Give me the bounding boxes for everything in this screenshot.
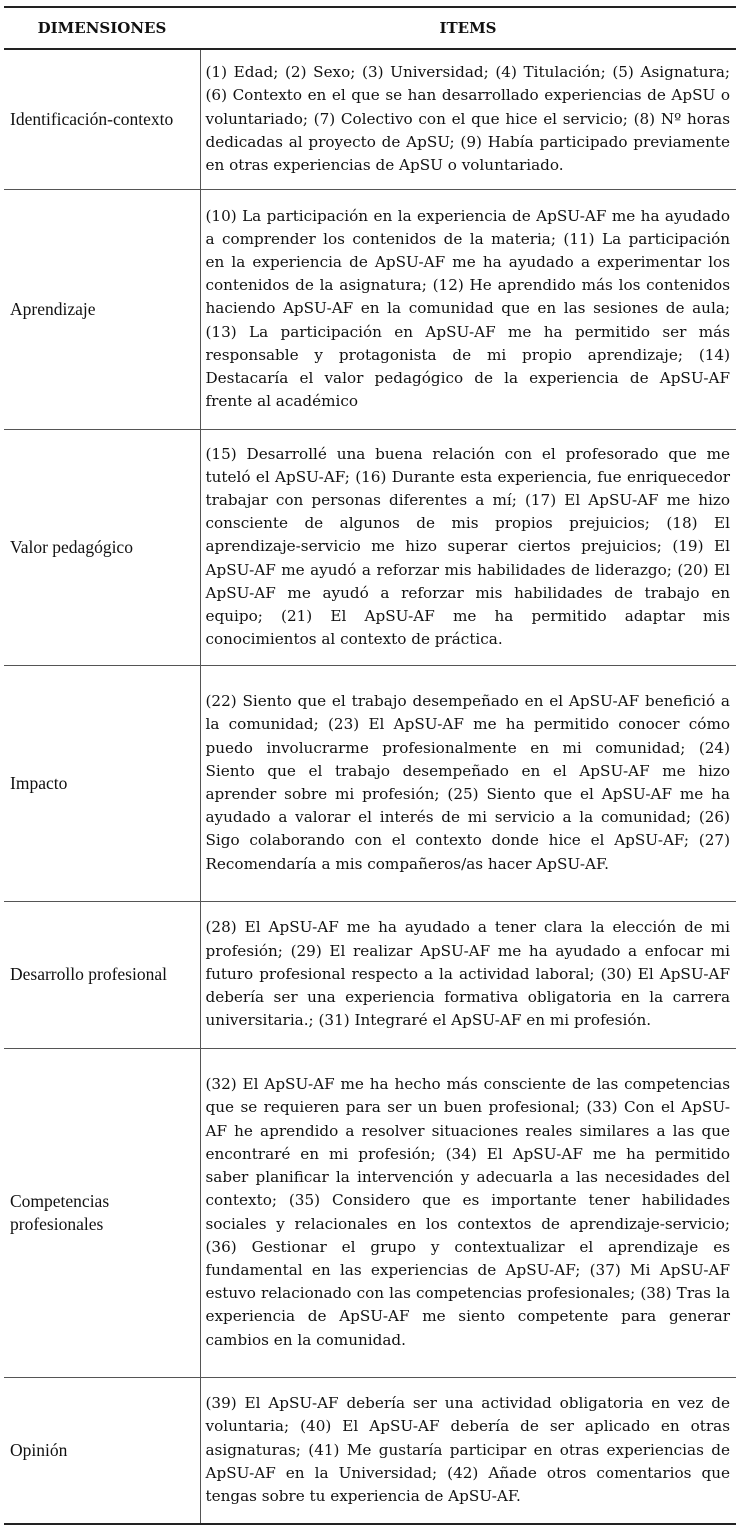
dimension-cell: Impacto — [10, 772, 68, 793]
table-row — [4, 49, 736, 189]
table-row — [4, 901, 736, 1048]
items-cell: (1) Edad; (2) Sexo; (3) Universidad; (4) Titulación; (5) Asignatura; (6) Contexto en el que se han desarrollado experiencias de ApSU o voluntariado; (7) Colectivo con el que hice el servicio; (8) Nº horas dedicadas al proyecto de ApSU; (9) Había participado previamente en otras experiencias de ApSU o voluntariado. — [200, 49, 736, 189]
dimension-cell: Competencias profesionales — [10, 1190, 110, 1234]
table-row — [4, 189, 736, 429]
dimension-cell: Valor pedagógico — [10, 536, 133, 557]
items-cell: (15) Desarrollé una buena relación con el profesorado que me tuteló el ApSU-AF; (16) Durante esta experiencia, fue enriquecedor trabajar con personas diferentes a mí; (17) El ApSU-AF me hizo consciente de algunos de mis propios prejuicios; (18) El aprendizaje-servicio me hizo superar ciertos prejuicios; (19) El ApSU-AF me ayudó a reforzar mis habilidades de liderazgo; (20) El ApSU-AF me ayudó a reforzar mis habilidades de trabajo en equipo; (21) El ApSU-AF me ha permitido adaptar mis conocimientos al contexto de práctica. — [200, 429, 736, 665]
dimension-cell: Opinión — [10, 1439, 68, 1460]
dimension-cell: Aprendizaje — [10, 298, 96, 319]
table-row — [4, 429, 736, 665]
table-row — [4, 1377, 736, 1524]
table-row — [4, 665, 736, 901]
table-row — [4, 1048, 736, 1377]
items-cell: (28) El ApSU-AF me ha ayudado a tener clara la elección de mi profesión; (29) El realizar ApSU-AF me ha ayudado a enfocar mi futuro profesional respecto a la actividad laboral; (30) El ApSU-AF debería ser una experiencia formativa obligatoria en la carrera universitaria.; (31) Integraré el ApSU-AF en mi profesión. — [200, 901, 736, 1048]
header-items: ITEMS — [200, 7, 736, 49]
dimension-cell: Identificación-contexto — [10, 108, 174, 129]
items-cell: (10) La participación en la experiencia de ApSU-AF me ha ayudado a comprender los contenidos de la materia; (11) La participación en la experiencia de ApSU-AF me ha ayudado a experimentar los contenidos de la asignatura; (12) He aprendido más los contenidos haciendo ApSU-AF en la comunidad que en las sesiones de aula; (13) La participación en ApSU-AF me ha permitido ser más responsable y protagonista de mi propio aprendizaje; (14) Destacaría el valor pedagógico de la experiencia de ApSU-AF frente al académico — [200, 189, 736, 429]
header-row — [4, 7, 736, 49]
dimension-cell: Desarrollo profesional — [10, 964, 167, 984]
items-cell: (39) El ApSU-AF debería ser una actividad obligatoria en vez de voluntaria; (40) El ApSU-AF debería de ser aplicado en otras asignaturas; (41) Me gustaría participar en otras experiencias de ApSU-AF en la Universidad; (42) Añade otros comentarios que tengas sobre tu experiencia de ApSU-AF. — [200, 1377, 736, 1524]
dimensions-items-table — [4, 6, 736, 1525]
header-dimensions: DIMENSIONES — [4, 7, 200, 49]
items-cell: (22) Siento que el trabajo desempeñado en el ApSU-AF benefició a la comunidad; (23) El ApSU-AF me ha permitido conocer cómo puedo involucrarme profesionalmente en mi comunidad; (24) Siento que el trabajo desempeñado en el ApSU-AF me hizo aprender sobre mi profesión; (25) Siento que el ApSU-AF me ha ayudado a valorar el interés de mi servicio a la comunidad; (26) Sigo colaborando con el contexto donde hice el ApSU-AF; (27) Recomendaría a mis compañeros/as hacer ApSU-AF. — [200, 665, 736, 901]
items-cell: (32) El ApSU-AF me ha hecho más consciente de las competencias que se requieren para ser un buen profesional; (33) Con el ApSU-AF he aprendido a resolver situaciones reales similares a las que encontraré en mi profesión; (34) El ApSU-AF me ha permitido saber planificar la intervención y adecuarla a las necesidades del contexto; (35) Considero que es importante tener habilidades sociales y relacionales en los contextos de aprendizaje-servicio; (36) Gestionar el grupo y contextualizar el aprendizaje es fundamental en las experiencias de ApSU-AF; (37) Mi ApSU-AF estuvo relacionado con las competencias profesionales; (38) Tras la experiencia de ApSU-AF me siento competente para generar cambios en la comunidad. — [200, 1048, 736, 1377]
